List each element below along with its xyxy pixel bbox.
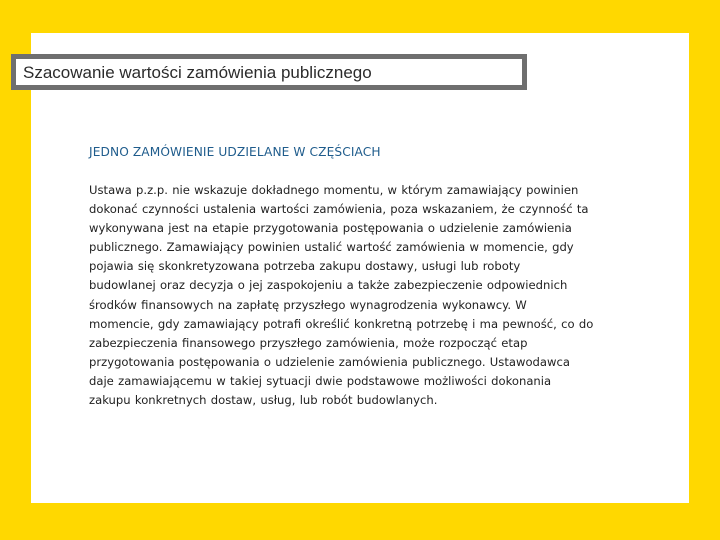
body-line: pojawia się skonkretyzowana potrzeba zakupu dostawy, usługi lub roboty xyxy=(89,259,521,274)
title-box xyxy=(11,54,527,90)
body-line: dokonać czynności ustalenia wartości zamówienia, poza wskazaniem, że czynność ta xyxy=(89,202,589,217)
section-heading: JEDNO ZAMÓWIENIE UDZIELANE W CZĘŚCIACH xyxy=(89,145,381,159)
body-line: daje zamawiającemu w takiej sytuacji dwie podstawowe możliwości dokonania xyxy=(89,373,552,388)
body-paragraph xyxy=(89,181,649,410)
body-line: środków finansowych na zapłatę przyszłego wynagrodzenia wykonawcy. W xyxy=(89,297,527,312)
body-line: zabezpieczenia finansowego przyszłego zamówienia, może rozpocząć etap xyxy=(89,335,528,350)
body-line: przygotowania postępowania o udzielenie zamówienia publicznego. Ustawodawca xyxy=(89,354,570,369)
body-line: zakupu konkretnych dostaw, usług, lub robót budowlanych. xyxy=(89,393,438,408)
body-line: Ustawa p.z.p. nie wskazuje dokładnego momentu, w którym zamawiający powinien xyxy=(89,183,579,197)
slide-title: Szacowanie wartości zamówienia publicznego xyxy=(23,62,372,82)
body-line: publicznego. Zamawiający powinien ustalić wartość zamówienia w momencie, gdy xyxy=(89,240,574,255)
body-line: budowlanej oraz decyzja o jej zaspokojeniu a także zabezpieczenie odpowiednich xyxy=(89,278,568,293)
body-line: momencie, gdy zamawiający potrafi określić konkretną potrzebę i ma pewność, co do xyxy=(89,316,594,331)
body-line: wykonywana jest na etapie przygotowania postępowania o udzielenie zamówienia xyxy=(89,221,572,236)
